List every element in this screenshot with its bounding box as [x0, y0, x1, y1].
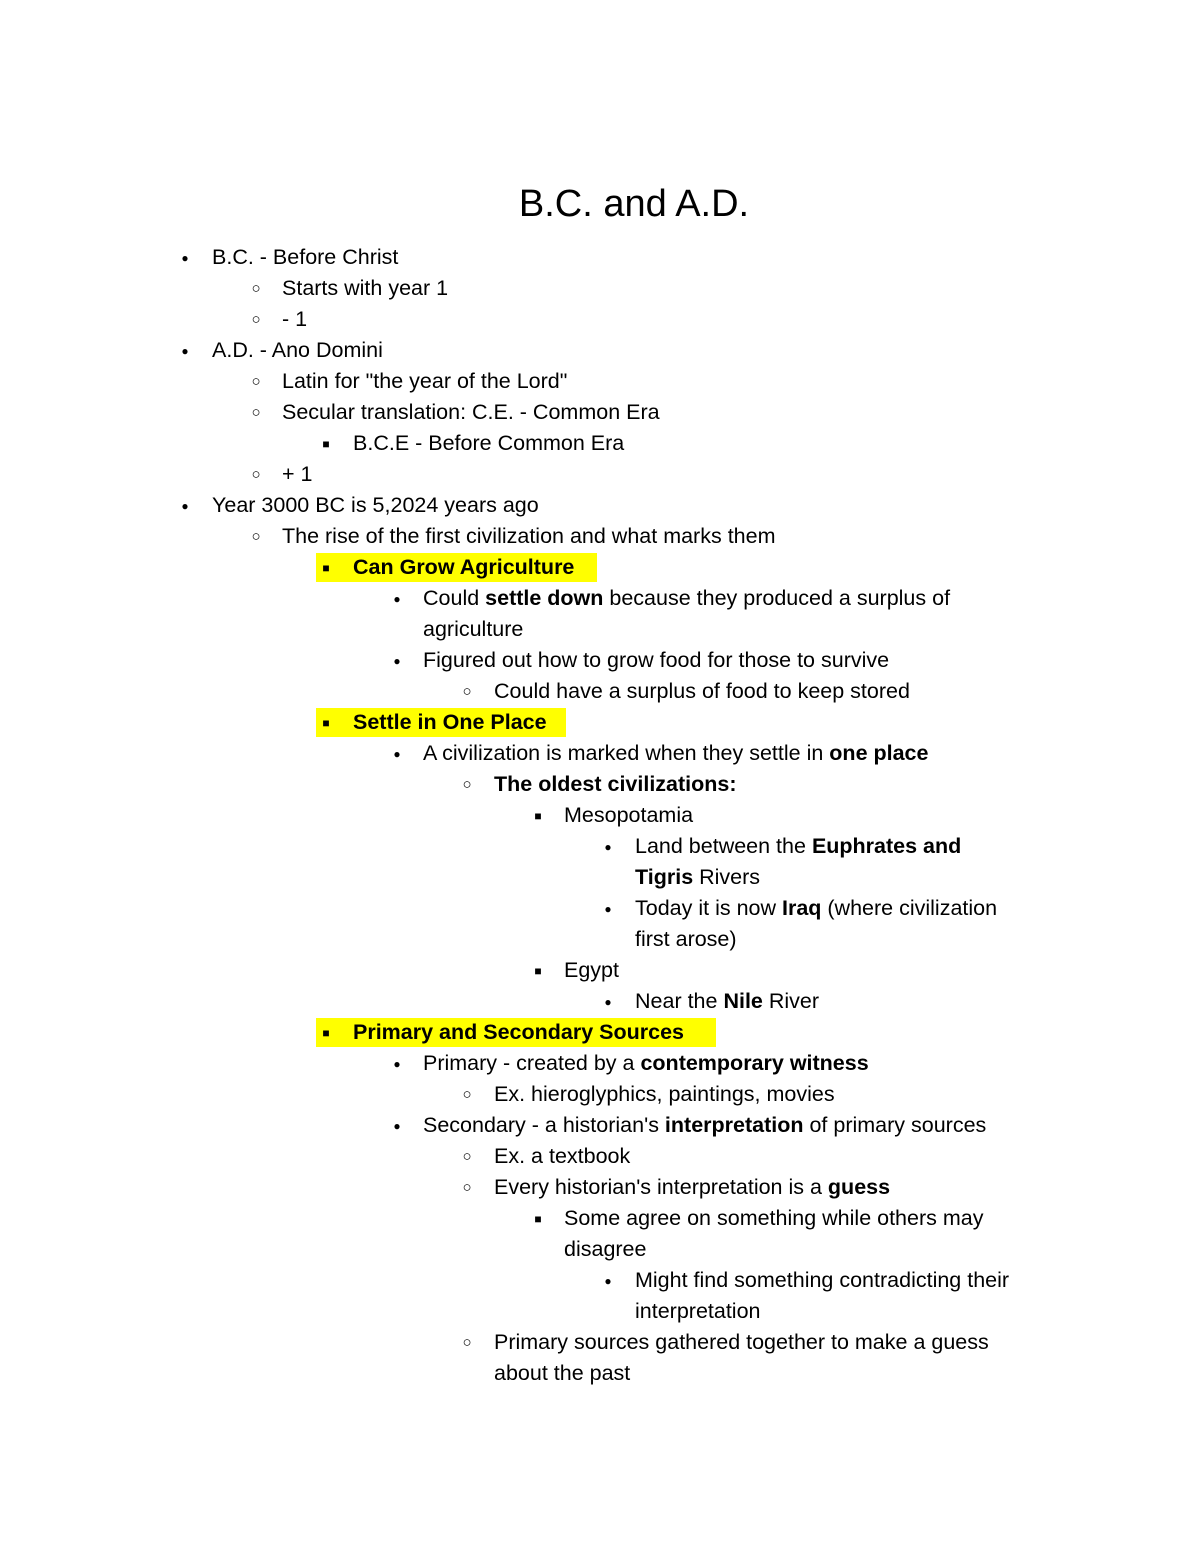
list-item-text: agriculture	[423, 617, 524, 641]
list-item	[0, 738, 1200, 769]
list-item-text: The rise of the first civilization and what marks them	[282, 524, 776, 548]
list-item-text: Tigris Rivers	[635, 865, 761, 889]
list-item	[0, 769, 1200, 800]
disc-bullet-icon	[170, 335, 200, 367]
disc-bullet-icon	[593, 893, 623, 925]
list-item-text: The oldest civilizations:	[494, 772, 737, 796]
list-item	[0, 1141, 1200, 1172]
list-item	[0, 335, 1200, 366]
list-item-text: first arose)	[635, 927, 737, 951]
list-item-text: Ex. a textbook	[494, 1144, 631, 1168]
list-item	[0, 1079, 1200, 1110]
list-item	[0, 397, 1200, 428]
disc-bullet-icon	[382, 583, 412, 615]
disc-bullet-icon	[593, 1265, 623, 1297]
list-item-continuation	[0, 614, 1200, 645]
section-heading-agriculture	[0, 552, 1200, 583]
list-item-continuation	[0, 1234, 1200, 1265]
list-item	[0, 366, 1200, 397]
list-item-text: Land between the Euphrates and	[635, 834, 962, 858]
disc-bullet-icon	[593, 986, 623, 1018]
list-item-text: B.C. - Before Christ	[212, 245, 399, 269]
circle-bullet-icon	[452, 769, 482, 800]
square-bullet-icon	[311, 1017, 341, 1049]
list-item	[0, 645, 1200, 676]
list-item-text: Ex. hieroglyphics, paintings, movies	[494, 1082, 835, 1106]
list-item-text: A civilization is marked when they settle in one place	[423, 741, 929, 765]
list-item-text: Could have a surplus of food to keep stored	[494, 679, 910, 703]
list-item-text: Some agree on something while others may	[564, 1206, 984, 1230]
circle-bullet-icon	[452, 676, 482, 707]
list-item-text: Year 3000 BC is 5,2024 years ago	[212, 493, 539, 517]
list-item-text: Starts with year 1	[282, 276, 449, 300]
circle-bullet-icon	[241, 273, 271, 304]
list-item-text: Might find something contradicting their	[635, 1268, 1010, 1292]
list-item-text: about the past	[494, 1361, 631, 1385]
list-item	[0, 304, 1200, 335]
list-item-text: disagree	[564, 1237, 647, 1261]
disc-bullet-icon	[170, 490, 200, 522]
list-item-continuation	[0, 1358, 1200, 1389]
list-item-text: - 1	[282, 307, 308, 331]
list-item-text: Every historian's interpretation is a guess	[494, 1175, 891, 1199]
list-item-text: Primary sources gathered together to make a guess	[494, 1330, 989, 1354]
list-item-text: Egypt	[564, 958, 619, 982]
circle-bullet-icon	[241, 366, 271, 397]
list-item	[0, 676, 1200, 707]
square-bullet-icon	[523, 800, 553, 832]
section-heading-sources	[0, 1017, 1200, 1048]
section-heading-settle	[0, 707, 1200, 738]
list-item-text: Secondary - a historian's interpretation of primary sources	[423, 1113, 987, 1137]
disc-bullet-icon	[382, 738, 412, 770]
list-item	[0, 955, 1200, 986]
list-item	[0, 893, 1200, 924]
circle-bullet-icon	[241, 304, 271, 335]
page-title: B.C. and A.D.	[518, 183, 750, 225]
list-item	[0, 583, 1200, 614]
list-item	[0, 1327, 1200, 1358]
circle-bullet-icon	[241, 397, 271, 428]
list-item-text: interpretation	[635, 1299, 761, 1323]
disc-bullet-icon	[170, 242, 200, 274]
list-item-text: Secular translation: C.E. - Common Era	[282, 400, 660, 424]
list-item-continuation	[0, 1296, 1200, 1327]
disc-bullet-icon	[593, 831, 623, 863]
list-item-continuation	[0, 924, 1200, 955]
list-item-text: Latin for "the year of the Lord"	[282, 369, 568, 393]
circle-bullet-icon	[452, 1172, 482, 1203]
list-item	[0, 986, 1200, 1017]
list-item	[0, 800, 1200, 831]
circle-bullet-icon	[241, 521, 271, 552]
list-item-text: Could settle down because they produced a surplus of	[423, 586, 951, 610]
section-heading-text: Can Grow Agriculture	[353, 555, 575, 579]
circle-bullet-icon	[452, 1327, 482, 1358]
disc-bullet-icon	[382, 1048, 412, 1080]
list-item	[0, 1110, 1200, 1141]
list-item	[0, 521, 1200, 552]
list-item-text: A.D. - Ano Domini	[212, 338, 383, 362]
list-item-text: Figured out how to grow food for those to survive	[423, 648, 890, 672]
circle-bullet-icon	[452, 1079, 482, 1110]
list-item-text: Near the Nile River	[635, 989, 820, 1013]
list-item-text: Primary - created by a contemporary witness	[423, 1051, 869, 1075]
list-item	[0, 490, 1200, 521]
list-item-text: Mesopotamia	[564, 803, 694, 827]
notes-list	[0, 242, 1200, 1389]
square-bullet-icon	[523, 1203, 553, 1235]
square-bullet-icon	[311, 428, 341, 460]
section-heading-text: Primary and Secondary Sources	[353, 1020, 685, 1044]
list-item	[0, 459, 1200, 490]
list-item	[0, 242, 1200, 273]
circle-bullet-icon	[241, 459, 271, 490]
list-item-text: B.C.E - Before Common Era	[353, 431, 625, 455]
disc-bullet-icon	[382, 1110, 412, 1142]
list-item-text: + 1	[282, 462, 313, 486]
circle-bullet-icon	[452, 1141, 482, 1172]
list-item	[0, 428, 1200, 459]
list-item	[0, 1048, 1200, 1079]
section-heading-text: Settle in One Place	[353, 710, 547, 734]
list-item-text: Today it is now Iraq (where civilization	[635, 896, 998, 920]
square-bullet-icon	[523, 955, 553, 987]
list-item	[0, 1265, 1200, 1296]
list-item	[0, 831, 1200, 862]
list-item	[0, 273, 1200, 304]
list-item	[0, 1203, 1200, 1234]
list-item	[0, 1172, 1200, 1203]
disc-bullet-icon	[382, 645, 412, 677]
square-bullet-icon	[311, 552, 341, 584]
list-item-continuation	[0, 862, 1200, 893]
square-bullet-icon	[311, 707, 341, 739]
